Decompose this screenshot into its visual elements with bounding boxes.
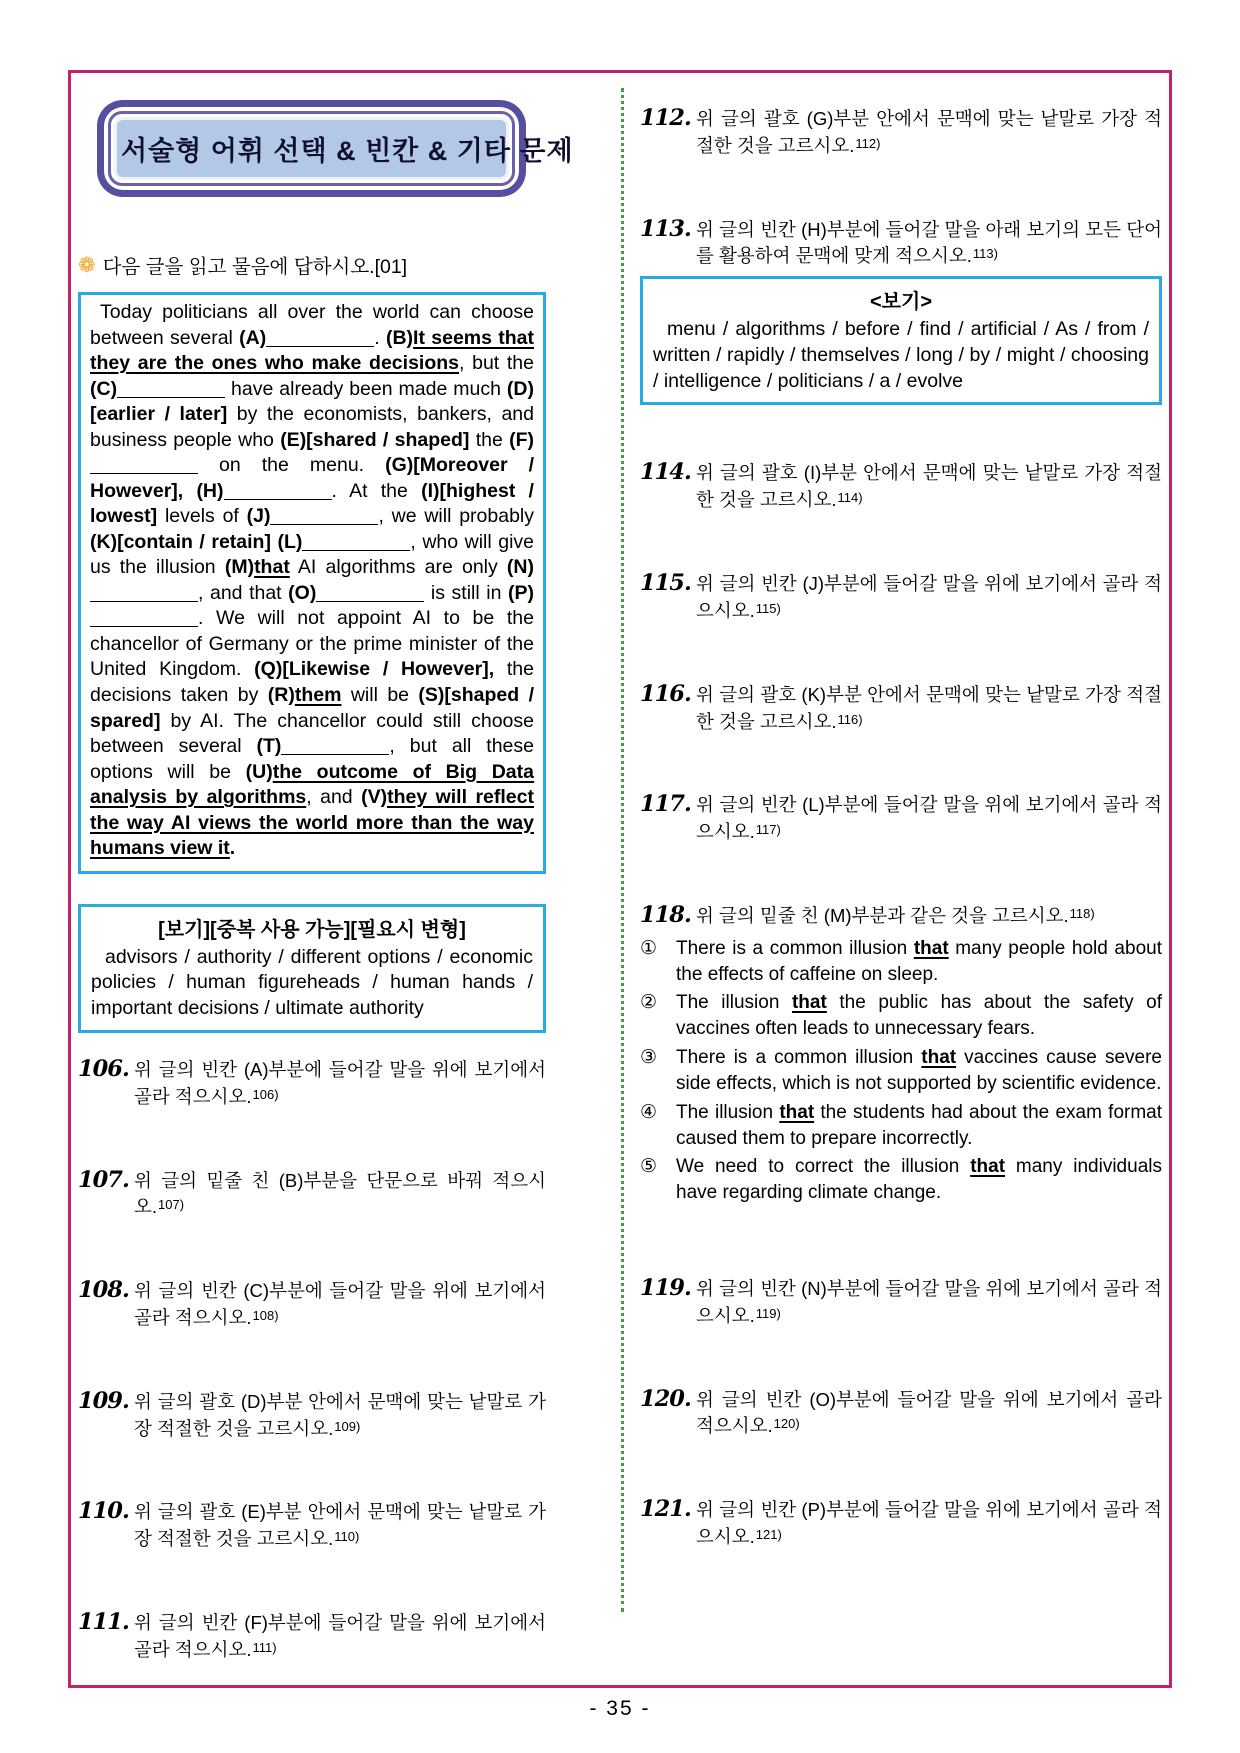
question-number: 120.: [640, 1385, 691, 1412]
choice-marker: ③: [640, 1047, 658, 1069]
question-text: [696, 792, 1162, 846]
blank-field: [270, 505, 378, 526]
footnote-ref: 112): [855, 135, 881, 151]
flower-icon: ❁: [78, 253, 96, 277]
question-number: 109.: [78, 1387, 129, 1414]
question-text-body: 위 글의 빈칸 (C)부분에 들어갈 말을 위에 보기에서 골라 적으시오.: [134, 1280, 546, 1328]
question-number: 112.: [640, 105, 691, 131]
question-119: [640, 1276, 1162, 1330]
column-left: [78, 92, 574, 1721]
question-114: [640, 460, 1162, 514]
title-ring-outer: [104, 107, 574, 190]
wordbank-box: [78, 904, 546, 1033]
instruction-row: [78, 251, 546, 279]
question-text-body: 위 글의 빈칸 (L)부분에 들어갈 말을 위에 보기에서 골라 적으시오.: [696, 794, 1162, 843]
choice-marker: ①: [640, 937, 658, 959]
blank-field: [90, 454, 198, 475]
blank-field: [90, 581, 198, 602]
choice-marker: ⑤: [640, 1156, 658, 1178]
footnote-ref: 115): [755, 600, 781, 616]
question-112: [640, 106, 1162, 160]
blank-field: [302, 530, 410, 551]
column-divider: [621, 88, 624, 1612]
question-text: [134, 1499, 546, 1553]
question-text: [134, 1057, 546, 1111]
passage-text: Today politicians all over the world can choose between several (A) . (B)It seems that they are the ones who make decisions, but the (C) have already been made much (D)[earlier / later] by the economists, bankers, and business people who (E)[shared / shaped] the (F) on the menu. (G)[Moreover / However], (H) . At the (I)[highest / lowest] levels of (J) , we will probably (K)[contain / retain] (L) , who will give us the illusion (M)that AI algorithms are only (N), and that (O) is still in (P). We will not appoint AI to be the chancellor of Germany or the prime minister of the United Kingdom. (Q)[Likewise / However], the decisions taken by (R)them will be (S)[shaped / spared] by AI. The chancellor could still choose between several (T) , but all these options will be (U)the outcome of Big Data analysis by algorithms, and (V)they will reflect the way AI views the world more than the way humans view it.: [90, 301, 535, 860]
instruction-text: 다음 글을 읽고 물음에 답하시오.[01]: [102, 256, 408, 278]
choice-list: [640, 936, 1162, 1206]
choice-item-5: [640, 1154, 1162, 1206]
question-text: [696, 217, 1162, 271]
question-117: [640, 792, 1162, 846]
question-118: [640, 903, 1162, 930]
question-text-body: 위 글의 빈칸 (H)부분에 들어갈 말을 아래 보기의 모든 단어를 활용하여 문맥에 맞게 적으시오.: [696, 218, 1162, 267]
blank-field: [90, 607, 198, 628]
wordbank-box-113: [640, 276, 1162, 405]
choice-text: There is a common illusion that vaccines cause severe side effects, which is not supported by scientific evidence.: [676, 1047, 1162, 1094]
passage-box: [78, 292, 546, 874]
choice-item-2: [640, 990, 1162, 1042]
footnote-ref: 119): [755, 1305, 781, 1321]
blank-field: [117, 377, 225, 398]
choice-text: The illusion that the students had about the exam format caused them to prepare incorrectly.: [676, 1101, 1163, 1149]
question-text-body: 위 글의 빈칸 (P)부분에 들어갈 말을 위에 보기에서 골라 적으시오.: [696, 1499, 1162, 1548]
question-number: 121.: [640, 1496, 691, 1523]
choice-item-1: [640, 936, 1162, 988]
wordbank-title: [보기][중복 사용 가능][필요시 변형]: [158, 918, 466, 941]
footnote-ref: 117): [755, 822, 781, 838]
column-right: [640, 92, 1162, 1608]
question-120: [640, 1387, 1162, 1441]
question-number: 118.: [640, 901, 691, 928]
choice-text: The illusion that the public has about the safety of vaccines often leads to unnecessary fears.: [676, 992, 1163, 1040]
title-ring-inner: [108, 111, 574, 186]
choice-marker: ②: [640, 992, 658, 1014]
section-title: 서술형 어휘 선택 & 빈칸 & 기타 문제: [121, 136, 574, 166]
question-text: [696, 1387, 1162, 1441]
question-text-body: 위 글의 괄호 (E)부분 안에서 문맥에 맞는 낱말로 가장 적절한 것을 고르시오.: [134, 1501, 546, 1550]
question-121: [640, 1497, 1162, 1551]
question-text: [696, 460, 1162, 514]
choice-text: There is a common illusion that many people hold about the effects of caffeine on sleep.: [676, 937, 1162, 985]
question-text: [134, 1278, 546, 1332]
question-107: [78, 1168, 546, 1222]
footnote-ref: 118): [1069, 905, 1095, 921]
footnote-ref: 111): [252, 1639, 277, 1655]
question-number: 113.: [640, 215, 691, 242]
question-116: [640, 682, 1162, 736]
footnote-ref: 113): [972, 246, 998, 262]
page-number: - 35 -: [589, 1697, 651, 1720]
wordbank-words: menu / algorithms / before / find / artificial / As / from / written / rapidly / themselves / long / by / might / choosing / intelligence / politicians / a / evolve: [653, 318, 1149, 392]
choice-text: We need to correct the illusion that many individuals have regarding climate change.: [676, 1156, 1162, 1204]
question-number: 119.: [640, 1275, 691, 1302]
wordbank-title: <보기>: [870, 291, 932, 314]
question-text-body: 위 글의 빈칸 (O)부분에 들어갈 말을 위에 보기에서 골라 적으시오.: [696, 1388, 1162, 1437]
question-number: 117.: [640, 791, 691, 818]
footnote-ref: 106): [252, 1086, 279, 1102]
footnote-ref: 108): [252, 1307, 279, 1323]
question-text: [134, 1610, 546, 1664]
questions-left: [78, 1057, 546, 1664]
blank-field: [281, 735, 389, 756]
question-text: [696, 1276, 1162, 1330]
title-fill: [114, 117, 574, 180]
question-text-body: 위 글의 괄호 (K)부분 안에서 문맥에 맞는 낱말로 가장 적절한 것을 고르시오.: [696, 683, 1162, 732]
question-109: [78, 1389, 546, 1443]
question-number: 107.: [78, 1166, 129, 1193]
blank-field: [224, 479, 332, 500]
question-108: [78, 1278, 546, 1332]
question-number: 116.: [640, 680, 691, 707]
blank-field: [266, 326, 374, 347]
question-113: [640, 217, 1162, 271]
footnote-ref: 120): [773, 1416, 800, 1432]
choice-item-3: [640, 1045, 1162, 1097]
question-text: [696, 1497, 1162, 1551]
question-text-body: 위 글의 빈칸 (J)부분에 들어갈 말을 위에 보기에서 골라 적으시오.: [696, 573, 1162, 621]
footnote-ref: 114): [837, 490, 863, 506]
question-number: 106.: [78, 1055, 129, 1082]
footnote-ref: 109): [334, 1418, 361, 1434]
question-text: [696, 682, 1162, 736]
question-number: 108.: [78, 1277, 129, 1304]
wordbank-words: advisors / authority / different options / economic policies / human figureheads / human hands / important decisions / ultimate authority: [91, 945, 533, 1020]
question-number: 111.: [78, 1609, 129, 1636]
footnote-ref: 121): [755, 1527, 782, 1543]
question-text: [696, 571, 1162, 625]
choice-item-4: [640, 1100, 1162, 1152]
question-text-body: 위 글의 괄호 (G)부분 안에서 문맥에 맞는 낱말로 가장 적절한 것을 고르시오.: [696, 108, 1162, 156]
choice-marker: ④: [640, 1101, 658, 1123]
footnote-ref: 107): [158, 1197, 185, 1213]
question-text-body: 위 글의 괄호 (I)부분 안에서 문맥에 맞는 낱말로 가장 적절한 것을 고르시오.: [696, 462, 1162, 511]
question-110: [78, 1499, 546, 1553]
question-text: [134, 1389, 546, 1443]
question-number: 114.: [640, 459, 691, 486]
questions-right: [640, 106, 1162, 1551]
question-number: 110.: [78, 1498, 129, 1525]
footnote-ref: 116): [837, 711, 863, 727]
question-text-body: 위 글의 괄호 (D)부분 안에서 문맥에 맞는 낱말로 가장 적절한 것을 고르시오.: [134, 1390, 546, 1439]
question-text-body: 위 글의 빈칸 (N)부분에 들어갈 말을 위에 보기에서 골라 적으시오.: [696, 1278, 1162, 1326]
section-title-box: [97, 100, 574, 197]
question-text: [696, 106, 1162, 160]
question-115: [640, 571, 1162, 625]
question-text-body: 위 글의 밑줄 친 (M)부분과 같은 것을 고르시오.: [696, 904, 1069, 926]
footnote-ref: 110): [334, 1529, 360, 1545]
blank-field: [316, 581, 424, 602]
question-text: [696, 903, 1162, 930]
question-text: [134, 1168, 546, 1222]
question-text-body: 위 글의 빈칸 (F)부분에 들어갈 말을 위에 보기에서 골라 적으시오.: [134, 1612, 546, 1660]
question-106: [78, 1057, 546, 1111]
question-number: 115.: [640, 570, 691, 597]
question-111: [78, 1610, 546, 1664]
question-text-body: 위 글의 밑줄 친 (B)부분을 단문으로 바꿔 적으시오.: [134, 1169, 546, 1218]
question-text-body: 위 글의 빈칸 (A)부분에 들어갈 말을 위에 보기에서 골라 적으시오.: [134, 1058, 546, 1107]
